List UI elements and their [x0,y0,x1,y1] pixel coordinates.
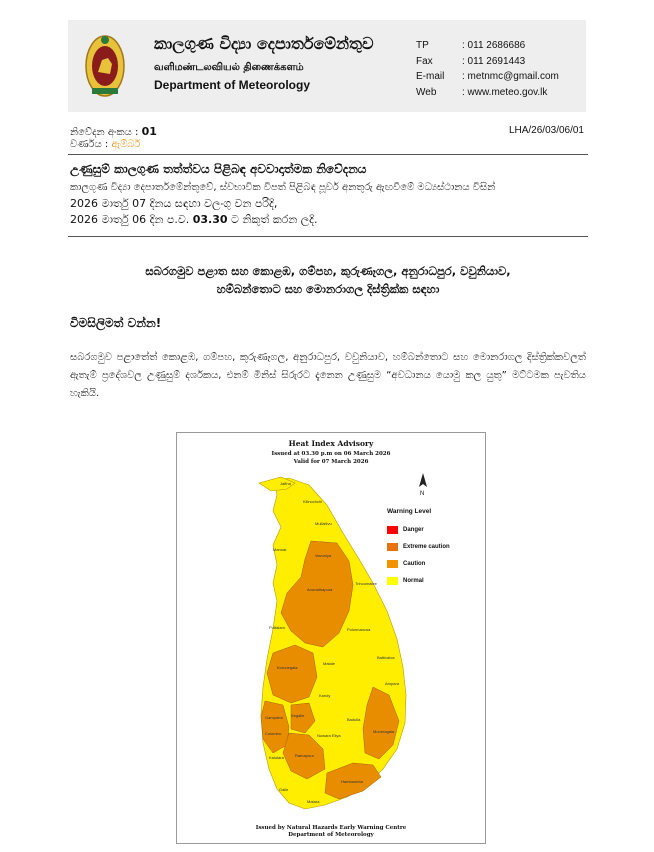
department-title-tamil: வளிமண்டலவியல் திணைக்களம் [154,62,304,73]
legend-item-danger: Danger [387,521,450,538]
legend-item-extreme-caution: Extreme caution [387,538,450,555]
map-issued: Issued at 03.30 p.m on 06 March 2026 Valid for 07 March 2026 [271,451,391,465]
svg-text:Polonnaruwa: Polonnaruwa [347,627,371,632]
region-kurunegala [267,645,317,703]
letterhead [68,20,586,112]
notice-number: නිවේදන අංකය : 01 [70,125,157,138]
svg-text:Trincomalee: Trincomalee [355,581,377,586]
svg-text:Vavuniya: Vavuniya [315,553,332,558]
contact-web: Web : www.meteo.gov.lk [416,86,548,98]
sri-lanka-map [177,433,485,843]
legend-item-normal: Normal [387,572,450,589]
svg-text:Mullaitivu: Mullaitivu [315,521,332,526]
north-arrow-icon [417,473,429,493]
department-title-sinhala: කාලගුණ විද්‍යා දෙපාර්තමේන්තුව [154,34,374,53]
divider [68,236,588,237]
map-legend [387,508,450,589]
map-footer: Issued by Natural Hazards Early Warning Centre Department of Meteorology [255,825,407,838]
svg-text:Ratnapura: Ratnapura [295,753,314,758]
contact-fax: Fax : 011 2691443 [416,55,526,67]
svg-text:Matale: Matale [323,661,336,666]
heat-index-map [176,432,486,844]
affected-districts: සබරගමුව පළාත සහ කොළඹ, ගම්පහ, කුරුණෑගල, අනුරාධපුර, වවුනියාව, හම්බන්තොට සහ මොනරාගල දිස්ත්‍රික්ක සඳහා [145,264,511,296]
issued-info: කාලගුණ විද්‍යා දෙපාර්තමේන්තුවේ, ස්වභාවික විපත් පිළිබඳ පූර්ව අනතුරු ඇඟවීමේ මධ්‍යස්ථානය විසින් 2026 මාර්තු 07 දිනය සඳහා වලංගු වන පරිදි, 2026 මාර්තු 06 දින ප.ව. 03.30 ට නිකුත් කරන ලදි. [70,182,496,226]
svg-text:Kurunegala: Kurunegala [277,665,298,670]
legend-title: Warning Level [387,508,432,515]
notice-subject: උණුසුම් කාලගුණ තත්ත්වය පිළිබඳ අවවාදාත්මක නිවේදනය [70,162,367,176]
north-label: N [420,491,425,497]
contact-email: E-mail : metnmc@gmail.com [416,71,559,82]
svg-text:Batticaloa: Batticaloa [377,655,395,660]
svg-text:Nuwara Eliya: Nuwara Eliya [317,733,341,738]
svg-text:Matara: Matara [307,799,320,804]
alert-heading: විමසිලිමත් වන්න! [70,316,162,330]
map-title: Heat Index Advisory [288,439,374,448]
svg-text:Gampaha: Gampaha [265,715,283,720]
svg-text:Ampara: Ampara [385,681,400,686]
svg-text:Badulla: Badulla [347,717,361,722]
svg-text:Jaffna: Jaffna [280,481,291,486]
contact-tp: TP : 011 2686686 [416,40,526,51]
divider [68,154,588,155]
advisory-body: සබරගමුව පළාතේත් කොළඹ, ගම්පහ, කුරුණෑගල, අනුරාධපුර, වවුනියාව, හම්බන්තොට සහ මොනරාගල දිස්ත්‍රික්කවලත් ඇතැම් ප්‍රදේශවල උණුසුම් දර්ශකය, එනම් මිනිස් සිරුරට දැනෙන උණුසුම “අවධානය යොමු කල යුතු” මට්ටමක පැවතිය හැකියි. [70,352,586,399]
svg-text:Kilinochchi: Kilinochchi [303,499,323,504]
svg-text:Anuradhapura: Anuradhapura [307,587,333,592]
warning-category: වර්ණය : ඇම්බර් [70,139,141,150]
svg-text:Colombo: Colombo [265,731,282,736]
legend-swatch [387,543,398,551]
legend-swatch [387,560,398,568]
legend-swatch [387,577,398,585]
department-title-english: Department of Meteorology [154,78,311,92]
svg-text:Kandy: Kandy [319,693,331,698]
svg-text:Galle: Galle [279,787,289,792]
reference-code: LHA/26/03/06/01 [508,125,584,136]
legend-item-caution: Caution [387,555,450,572]
contact-block [416,38,559,100]
svg-text:Kegalle: Kegalle [291,713,305,718]
svg-text:Hambantota: Hambantota [341,779,363,784]
svg-text:Mannar: Mannar [273,547,287,552]
sri-lanka-emblem-icon [84,30,126,102]
svg-text:Kalutara: Kalutara [269,755,284,760]
svg-text:Puttalam: Puttalam [269,625,285,630]
svg-text:Moneragala: Moneragala [373,729,395,734]
legend-swatch [387,526,398,534]
